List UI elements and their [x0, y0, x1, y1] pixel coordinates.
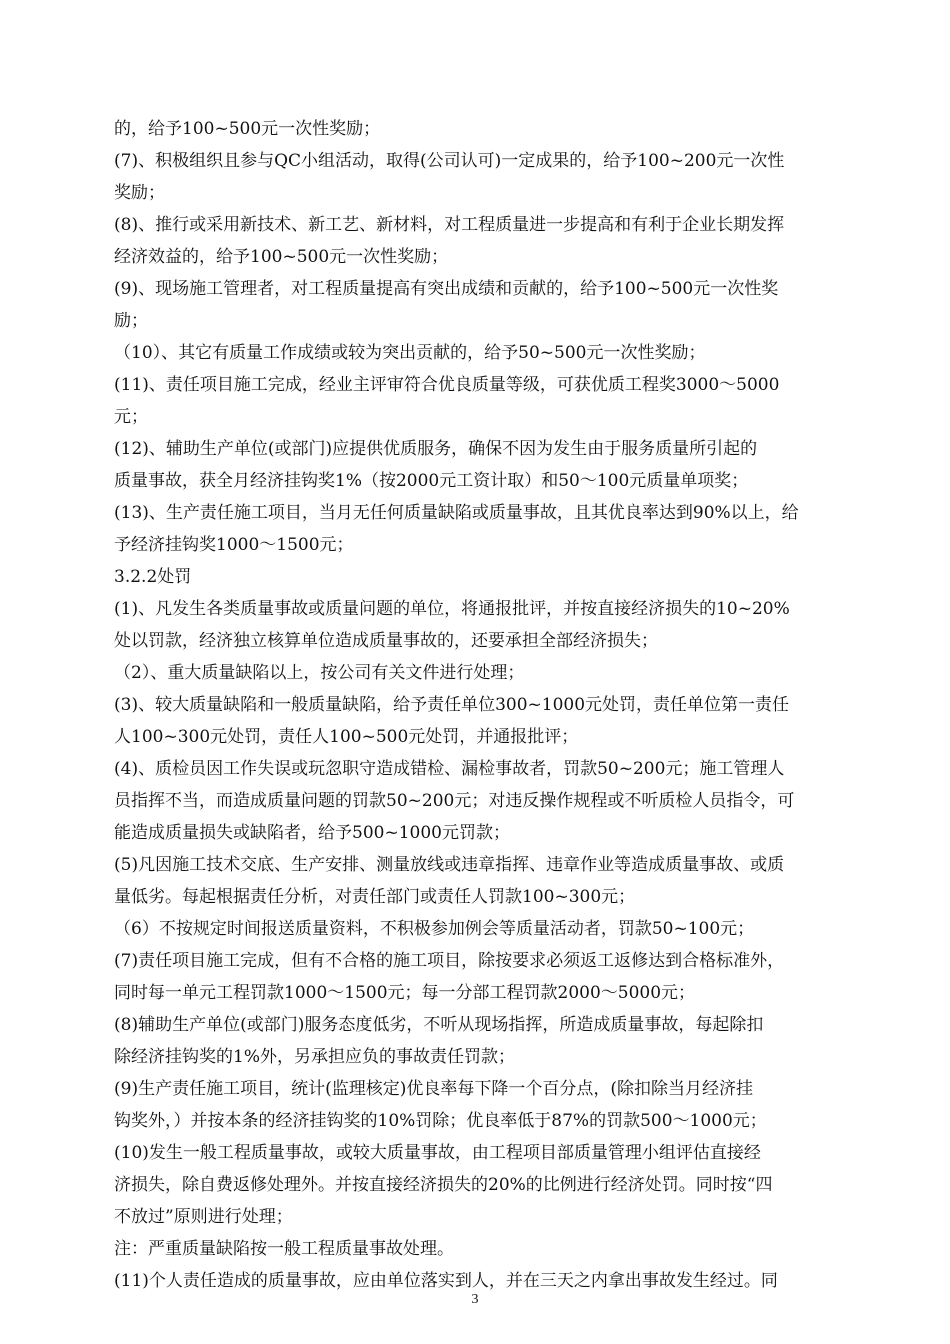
text-line: 质量事故，获全月经济挂钩奖1%（按2000元工资计取）和50～100元质量单项奖； — [114, 471, 749, 491]
text-line: 济损失，除自费返修处理外。并按直接经济损失的20%的比例进行经济处罚。同时按“四 — [114, 1175, 773, 1195]
text-line: 量低劣。每起根据责任分析，对责任部门或责任人罚款100~300元； — [114, 887, 636, 907]
text-line: 同时每一单元工程罚款1000～1500元；每一分部工程罚款2000～5000元； — [114, 983, 696, 1003]
text-line: (8)、推行或采用新技术、新工艺、新材料，对工程质量进一步提高和有利于企业长期发挥 — [114, 215, 785, 235]
text-line: （6）不按规定时间报送质量资料，不积极参加例会等质量活动者，罚款50~100元； — [114, 919, 755, 939]
note-line: 注：严重质量缺陷按一般工程质量事故处理。 — [114, 1239, 454, 1259]
text-line: 处以罚款，经济独立核算单位造成质量事故的，还要承担全部经济损失； — [114, 631, 658, 651]
text-line: (8)辅助生产单位(或部门)服务态度低劣，不听从现场指挥，所造成质量事故，每起除扣 — [114, 1015, 764, 1035]
text-line: （2）、重大质量缺陷以上，按公司有关文件进行处理； — [114, 663, 525, 683]
body-text — [114, 113, 850, 1297]
text-line: 不放过”原则进行处理； — [114, 1207, 293, 1227]
text-line: 予经济挂钩奖1000～1500元； — [114, 535, 354, 555]
text-line: (11)个人责任造成的质量事故，应由单位落实到人，并在三天之内拿出事故发生经过。同 — [114, 1271, 778, 1291]
text-line: 除经济挂钩奖的1%外，另承担应负的事故责任罚款； — [114, 1047, 515, 1067]
text-line: 元； — [114, 407, 148, 427]
text-line: (10)发生一般工程质量事故，或较大质量事故，由工程项目部质量管理小组评估直接经 — [114, 1143, 761, 1163]
text-line: 奖励； — [114, 183, 165, 203]
text-line: (7)责任项目施工完成，但有不合格的施工项目，除按要求必须返工返修达到合格标准外， — [114, 951, 785, 971]
text-line: (4)、质检员因工作失误或玩忽职守造成错检、漏检事故者，罚款50~200元；施工管理人 — [114, 759, 785, 779]
text-line: (5)凡因施工技术交底、生产安排、测量放线或违章指挥、违章作业等造成质量事故、或质 — [114, 855, 785, 875]
text-line: (9)、现场施工管理者，对工程质量提高有突出成绩和贡献的，给予100~500元一次性奖 — [114, 279, 779, 299]
section-heading: 3.2.2处罚 — [114, 567, 192, 587]
text-line: 能造成质量损失或缺陷者，给予500~1000元罚款； — [114, 823, 510, 843]
text-line: (7)、积极组织且参与QC小组活动，取得(公司认可)一定成果的，给予100~200元一次性 — [114, 151, 785, 171]
text-line: (3)、较大质量缺陷和一般质量缺陷，给予责任单位300~1000元处罚，责任单位第一责任 — [114, 695, 790, 715]
text-line: (11)、责任项目施工完成，经业主评审符合优良质量等级，可获优质工程奖3000～5000 — [114, 375, 780, 395]
text-line: （10）、其它有质量工作成绩或较为突出贡献的，给予50~500元一次性奖励； — [114, 343, 706, 363]
text-line: 员指挥不当，而造成质量问题的罚款50~200元；对违反操作规程或不听质检人员指令，可 — [114, 791, 795, 811]
text-line: 经济效益的，给予100~500元一次性奖励； — [114, 247, 449, 267]
text-line: (9)生产责任施工项目，统计(监理核定)优良率每下降一个百分点，(除扣除当月经济挂 — [114, 1079, 753, 1099]
text-line: (13)、生产责任施工项目，当月无任何质量缺陷或质量事故，且其优良率达到90%以上，给 — [114, 503, 799, 523]
page-number: 3 — [471, 1292, 479, 1307]
text-line: 钩奖外，）并按本条的经济挂钩奖的10%罚除；优良率低于87%的罚款500～1000元； — [114, 1111, 767, 1131]
text-line: 的，给予100~500元一次性奖励； — [114, 119, 381, 139]
text-line: 励； — [114, 311, 148, 331]
text-line: (1)、凡发生各类质量事故或质量问题的单位，将通报批评，并按直接经济损失的10~20% — [114, 599, 790, 619]
text-line: (12)、辅助生产单位(或部门)应提供优质服务，确保不因为发生由于服务质量所引起的 — [114, 439, 758, 459]
text-line: 人100~300元处罚，责任人100~500元处罚，并通报批评； — [114, 727, 579, 747]
